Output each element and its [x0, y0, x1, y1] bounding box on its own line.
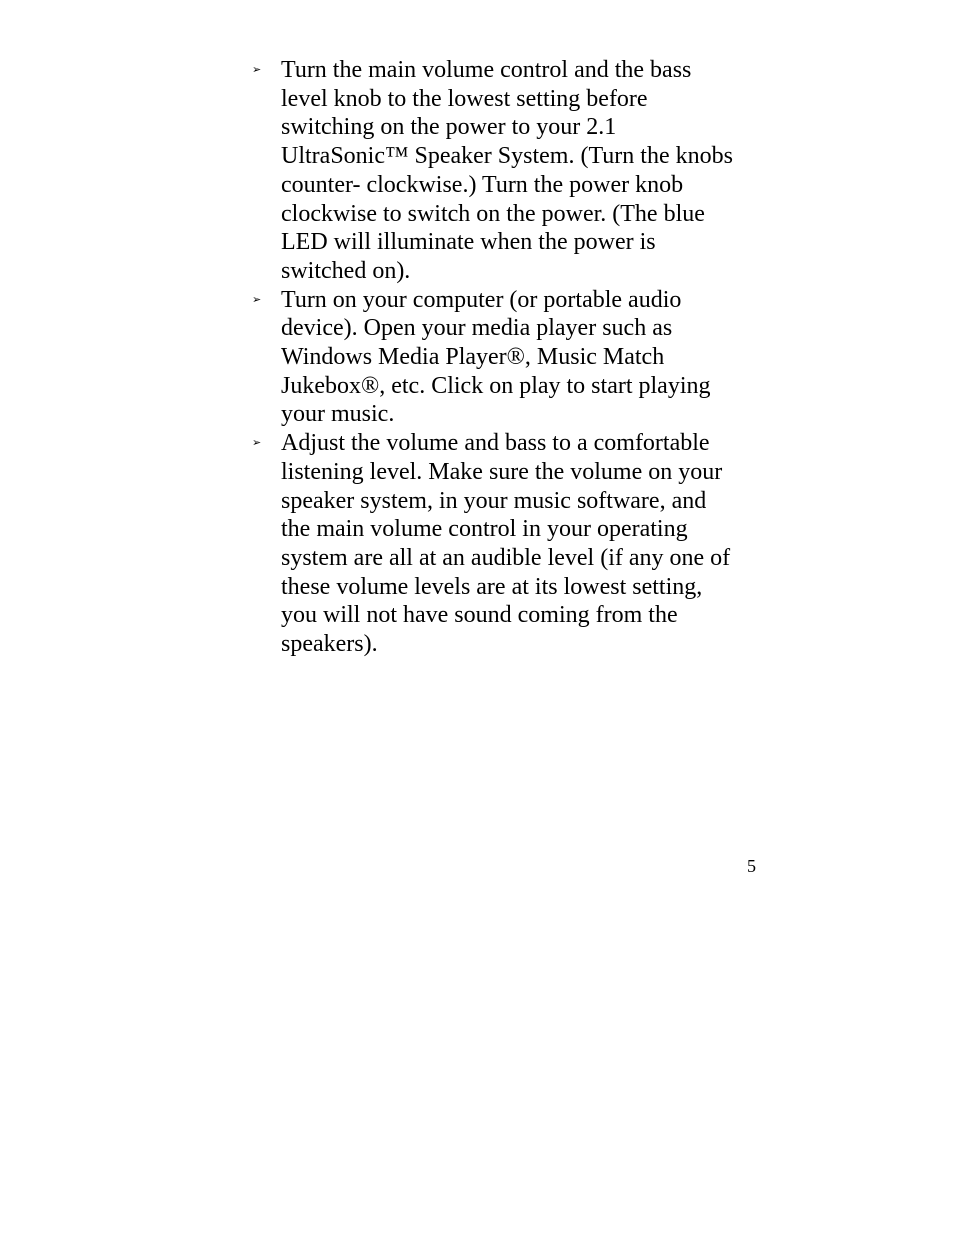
list-item: [252, 286, 772, 430]
page-number: 5: [747, 856, 756, 876]
list-item-text: Adjust the volume and bass to a comfortable listening level. Make sure the volume on your speaker system, in your music software, and the main volume control in your operating system are all at an audible level (if any one of these volume levels are at its lowest setting, you will not have sound coming from the speakers).: [281, 430, 731, 658]
arrow-bullet-icon: ➢: [252, 292, 262, 306]
list-item-text: Turn the main volume control and the bass level knob to the lowest setting before switching on the power to your 2.1 UltraSonic™ Speaker System. (Turn the knobs counter- clockwise.) Turn the power knob clockwise to switch on the power. (The blue LED will illuminate when the power is switched on).: [281, 57, 733, 284]
arrow-bullet-icon: ➢: [252, 436, 262, 450]
list-item: [252, 429, 772, 659]
instruction-list: [252, 56, 772, 659]
list-item-text: Turn on your computer (or portable audio device). Open your media player such as Windows Media Player®, Music Match Jukebox®, etc. Click on play to start playing your music.: [281, 286, 711, 428]
arrow-bullet-icon: ➢: [252, 63, 262, 76]
list-item: [252, 56, 772, 286]
